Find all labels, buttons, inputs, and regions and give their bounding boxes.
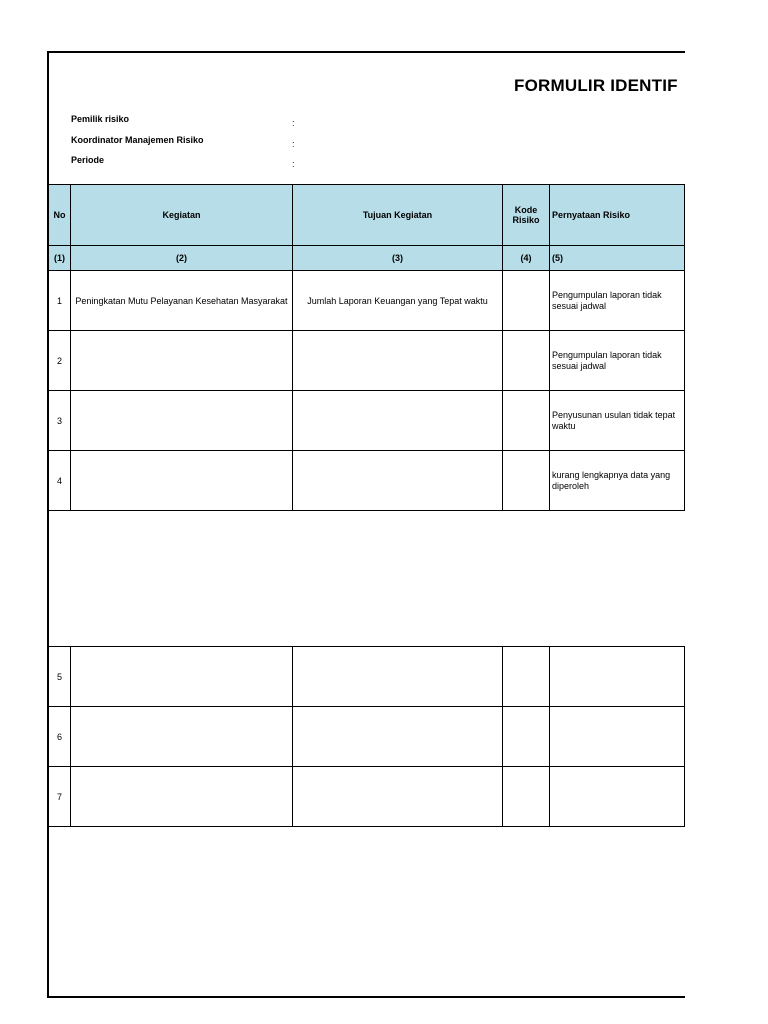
cell-kode	[503, 451, 550, 511]
cell-tujuan	[293, 767, 503, 827]
cell-kegiatan	[71, 767, 293, 827]
table-header-row	[49, 185, 685, 246]
cell-kegiatan	[71, 331, 293, 391]
cell-pernyataan: Penyusunan usulan tidak tepat waktu	[550, 391, 685, 451]
cell-tujuan	[293, 391, 503, 451]
cell-pernyataan	[550, 647, 685, 707]
cell-kode	[503, 271, 550, 331]
table-row	[49, 767, 685, 827]
cell-kegiatan	[71, 451, 293, 511]
cell-no: 4	[49, 451, 71, 511]
column-number: (2)	[71, 246, 293, 271]
table-row	[49, 391, 685, 451]
cell-tujuan	[293, 451, 503, 511]
cell-kegiatan	[71, 647, 293, 707]
meta-label-coordinator: Koordinator Manajemen Risiko	[71, 135, 204, 145]
column-number: (5)	[550, 246, 685, 271]
table-row	[49, 271, 685, 331]
form-title: FORMULIR IDENTIF	[514, 76, 678, 95]
table-row	[49, 707, 685, 767]
column-number-row	[49, 246, 685, 271]
cell-pernyataan: kurang lengkapnya data yang diperoleh	[550, 451, 685, 511]
cell-kode	[503, 707, 550, 767]
page-border-top	[47, 51, 685, 53]
cell-pernyataan: Pengumpulan laporan tidak sesuai jadwal	[550, 271, 685, 331]
meta-value-period: :	[292, 159, 295, 169]
header-kode-risiko: Kode Risiko	[503, 185, 550, 246]
cell-no: 7	[49, 767, 71, 827]
header-pernyataan-risiko: Pernyataan Risiko	[550, 185, 685, 246]
table-row	[49, 451, 685, 511]
cell-tujuan: Jumlah Laporan Keuangan yang Tepat waktu	[293, 271, 503, 331]
cell-no: 3	[49, 391, 71, 451]
column-number: (1)	[49, 246, 71, 271]
header-no: No	[49, 185, 71, 246]
cell-no: 6	[49, 707, 71, 767]
cell-no: 2	[49, 331, 71, 391]
column-number: (3)	[293, 246, 503, 271]
meta-value-coordinator: :	[292, 139, 295, 149]
cell-pernyataan: Pengumpulan laporan tidak sesuai jadwal	[550, 331, 685, 391]
cell-kode	[503, 647, 550, 707]
cell-no: 1	[49, 271, 71, 331]
header-kegiatan: Kegiatan	[71, 185, 293, 246]
cell-kegiatan: Peningkatan Mutu Pelayanan Kesehatan Masyarakat	[71, 271, 293, 331]
meta-label-owner: Pemilik risiko	[71, 114, 130, 124]
risk-table-page2	[48, 646, 685, 827]
cell-tujuan	[293, 331, 503, 391]
page-border-bottom	[47, 996, 685, 998]
risk-table-page1	[48, 184, 685, 511]
cell-tujuan	[293, 707, 503, 767]
cell-no: 5	[49, 647, 71, 707]
cell-kegiatan	[71, 391, 293, 451]
table-row	[49, 647, 685, 707]
cell-kode	[503, 331, 550, 391]
cell-pernyataan	[550, 767, 685, 827]
header-tujuan-kegiatan: Tujuan Kegiatan	[293, 185, 503, 246]
cell-kode	[503, 767, 550, 827]
column-number: (4)	[503, 246, 550, 271]
cell-pernyataan	[550, 707, 685, 767]
meta-label-period: Periode	[71, 155, 105, 165]
table-row	[49, 331, 685, 391]
cell-kegiatan	[71, 707, 293, 767]
meta-value-owner: :	[292, 118, 295, 128]
cell-kode	[503, 391, 550, 451]
cell-tujuan	[293, 647, 503, 707]
